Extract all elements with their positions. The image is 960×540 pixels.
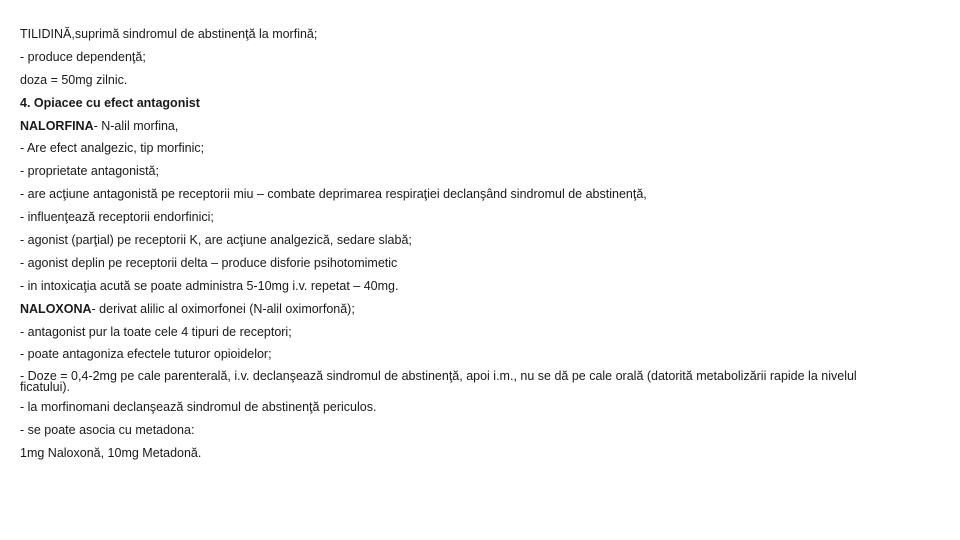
naloxona-description: - derivat alilic al oximorfonei (N-alil oximorfonă); bbox=[91, 301, 355, 316]
text-line-receptori-delta: - agonist deplin pe receptorii delta – produce disforie psihotomimetic bbox=[20, 255, 398, 270]
text-line-dependenta: - produce dependenţă; bbox=[20, 49, 146, 64]
text-line-analgezic: - Are efect analgezic, tip morfinic; bbox=[20, 141, 205, 156]
nalorfina-description: - N-alil morfina, bbox=[93, 118, 179, 133]
text-line-metadona: - se poate asocia cu metadona: bbox=[20, 423, 195, 438]
text-line-antagonist-pur: - antagonist pur la toate cele 4 tipuri de receptori; bbox=[20, 324, 292, 339]
text-line-tilidina: TILIDINĂ,suprimă sindromul de abstinenţă la morfină; bbox=[20, 27, 318, 41]
text-line-receptori-k: - agonist (parţial) pe receptorii K, are acţiune analgezică, sedare slabă; bbox=[20, 233, 412, 248]
text-line-morfinomani: - la morfinomani declanşează sindromul de abstinenţă periculos. bbox=[20, 400, 377, 415]
drug-name-nalorfina: NALORFINA bbox=[20, 118, 94, 133]
text-line-doze: - Doze = 0,4-2mg pe cale parenterală, i.v. declanşează sindromul de abstinenţă, apoi i.m., nu se dă pe cale orală (datorită metabolizării rapide la nivelul ficatului). bbox=[20, 369, 857, 395]
text-line-naloxona bbox=[20, 303, 940, 316]
text-line-receptori-miu: - are acţiune antagonistă pe receptorii miu – combate deprimarea respiraţiei declanşând sindromul de abstinenţă, bbox=[20, 187, 647, 202]
text-line-proprietate: - proprietate antagonistă; bbox=[20, 164, 159, 179]
text-line-intoxicatie: - in intoxicaţia acută se poate administra 5-10mg i.v. repetat – 40mg. bbox=[20, 278, 399, 293]
text-line-opioide: - poate antagoniza efectele tuturor opioidelor; bbox=[20, 347, 272, 362]
section-heading-antagonist: 4. Opiacee cu efect antagonist bbox=[20, 95, 200, 110]
document-body bbox=[20, 28, 940, 470]
text-line-dozaj-final: 1mg Naloxonă, 10mg Metadonă. bbox=[20, 446, 202, 461]
text-line-nalorfina bbox=[20, 120, 940, 133]
text-line-endorfinici: - influenţează receptorii endorfinici; bbox=[20, 210, 214, 225]
text-line-doza: doza = 50mg zilnic. bbox=[20, 72, 128, 87]
drug-name-naloxona: NALOXONA bbox=[20, 301, 92, 316]
